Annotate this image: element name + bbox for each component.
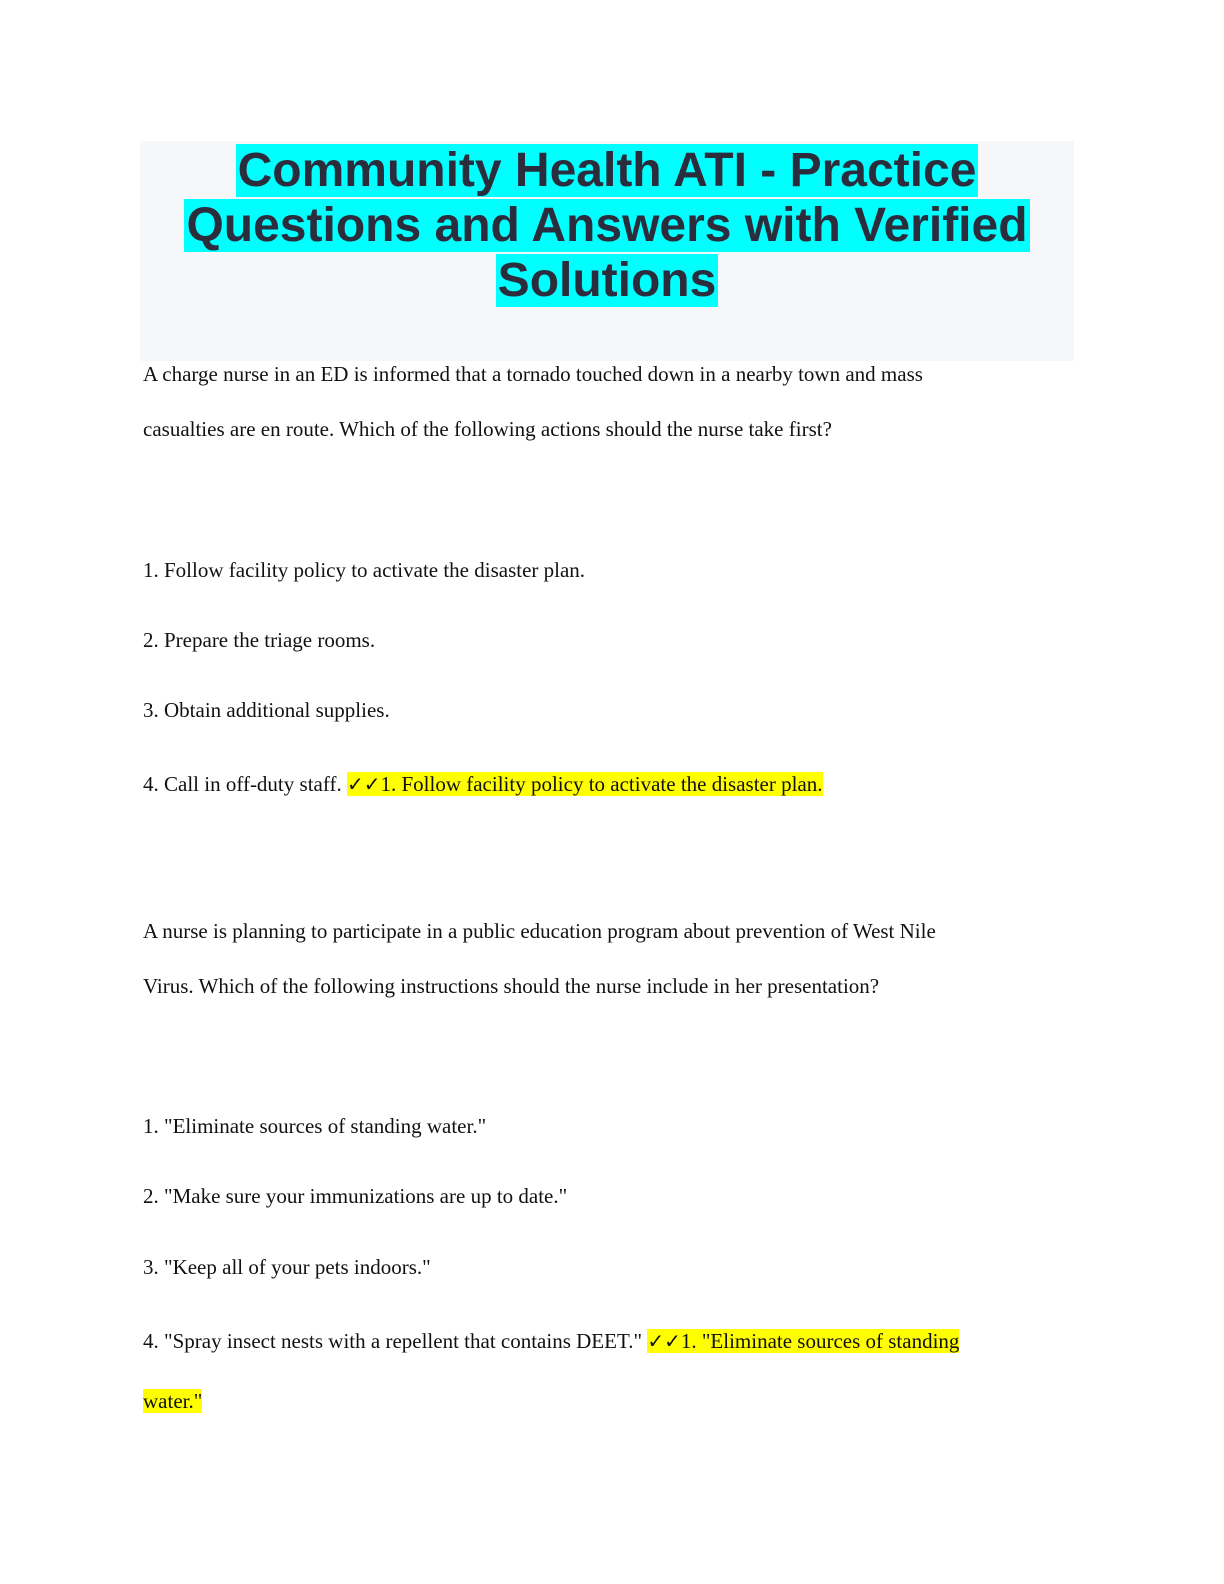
question-1-answer-text: 1. Follow facility policy to activate the disaster plan.	[380, 772, 823, 796]
document-title	[140, 141, 1074, 308]
check-mark-icon: ✓✓	[647, 1329, 681, 1353]
question-2-answer	[647, 1329, 959, 1353]
question-2-option-4: 4. "Spray insect nests with a repellent that contains DEET."	[143, 1329, 643, 1353]
check-mark-icon: ✓✓	[346, 772, 381, 796]
question-1-stem-line-2: casualties are en route. Which of the following actions should the nurse take first?	[143, 417, 832, 441]
question-1-stem-line-1: A charge nurse in an ED is informed that a tornado touched down in a nearby town and mass	[143, 362, 923, 386]
question-2-answer-text-line-1: 1. "Eliminate sources of standing	[680, 1329, 960, 1353]
title-line-1: Community Health ATI - Practice	[237, 144, 977, 197]
question-1-option-3: 3. Obtain additional supplies.	[143, 698, 390, 722]
question-2-stem-line-2: Virus. Which of the following instructions should the nurse include in her presentation?	[143, 974, 880, 998]
question-2-answer-continuation	[143, 1389, 1083, 1414]
question-2-option-3: 3. "Keep all of your pets indoors."	[143, 1255, 431, 1279]
title-line-3: Solutions	[497, 254, 717, 307]
question-1-answer	[347, 772, 823, 796]
question-2-option-2: 2. "Make sure your immunizations are up to date."	[143, 1184, 568, 1208]
question-1-option-1: 1. Follow facility policy to activate the disaster plan.	[143, 558, 586, 582]
title-line-2: Questions and Answers with Verified	[186, 199, 1028, 252]
question-2-option-1: 1. "Eliminate sources of standing water."	[143, 1114, 487, 1138]
question-2-stem-line-1: A nurse is planning to participate in a public education program about prevention of West Nile	[143, 919, 936, 943]
question-2-option-4-row	[143, 1329, 1083, 1354]
question-1-option-4: 4. Call in off-duty staff.	[143, 772, 342, 796]
title-banner	[140, 141, 1074, 361]
question-1-option-2: 2. Prepare the triage rooms.	[143, 628, 376, 652]
question-2-answer-text-line-2: water."	[143, 1389, 203, 1413]
question-1-option-4-row	[143, 772, 1083, 797]
